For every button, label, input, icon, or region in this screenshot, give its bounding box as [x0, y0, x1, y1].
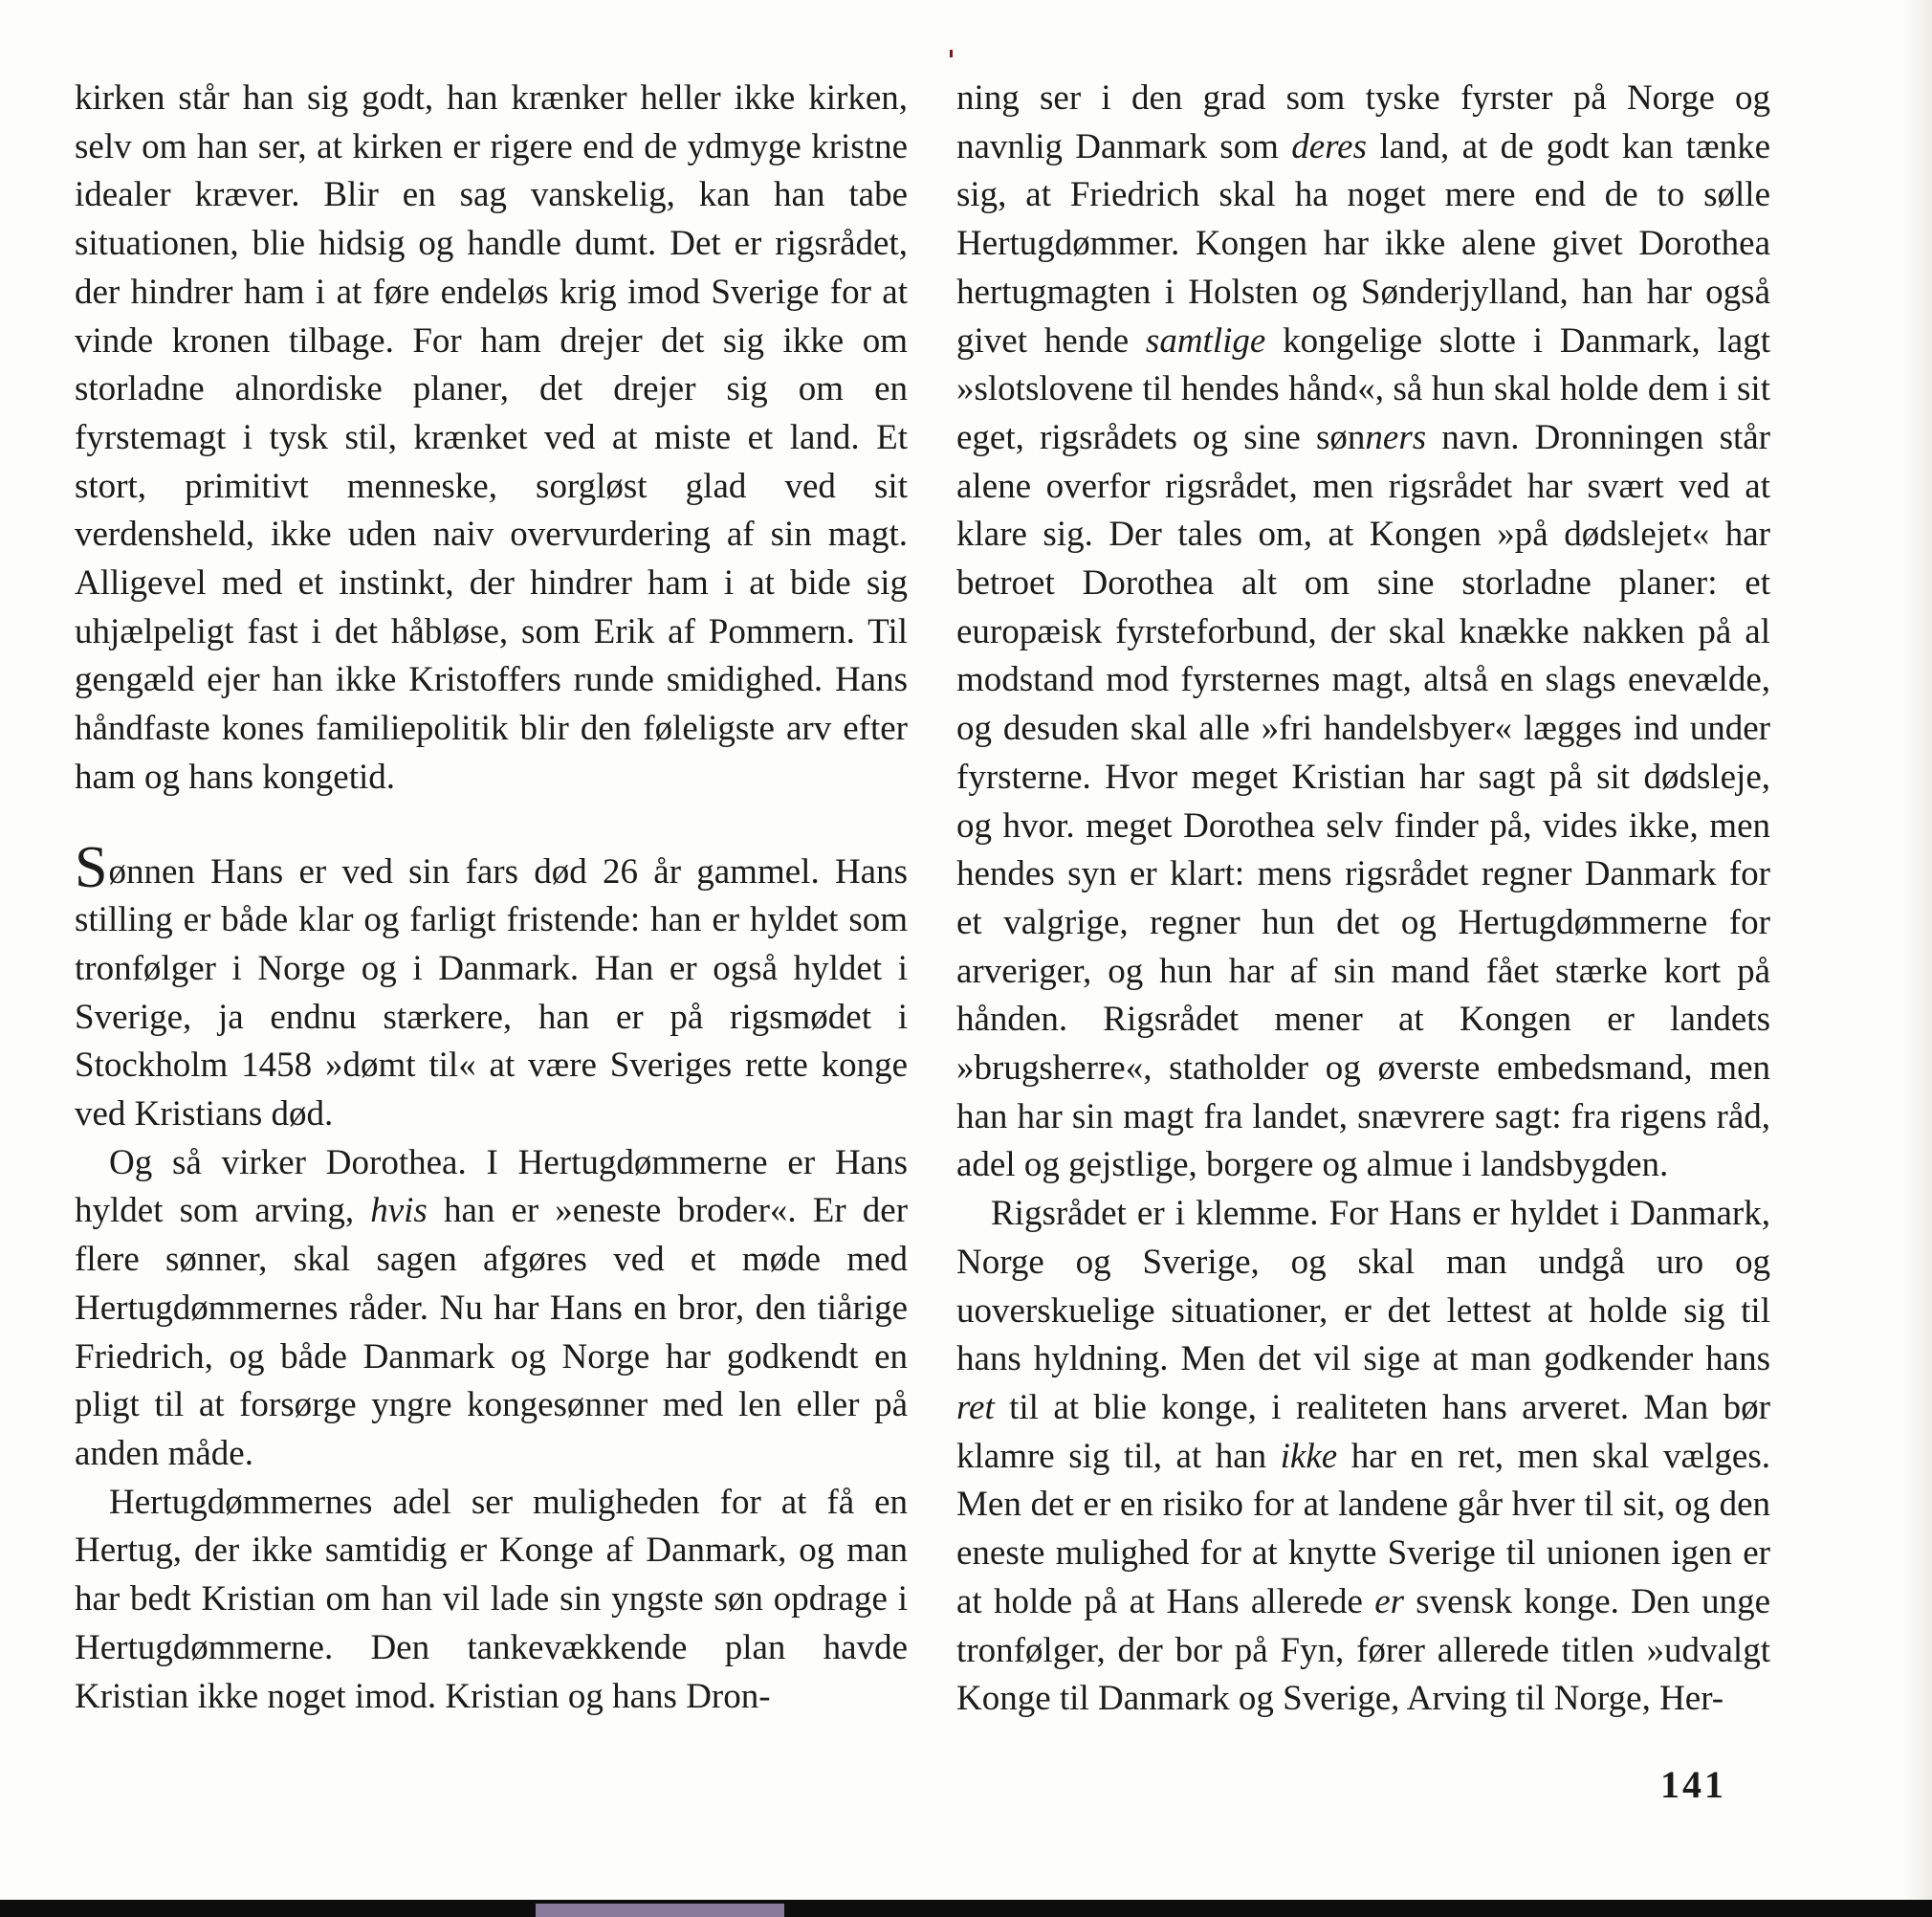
scan-bottom-edge: [0, 1900, 1932, 1917]
paragraph-right-1: [956, 75, 1770, 1190]
emphasis-text: ikke: [1280, 1436, 1338, 1476]
page-edge-shadow: [1903, 0, 1932, 1917]
paragraph-text: navn. Dronningen står alene overfor rigsrådet, men rigsrådet har svært ved at klare sig. Der tales om, at Kongen »på dødslejet« har betroet Dorothea alt om sine storladne planer: et europæisk fyrsteforbund, der skal knække nakken på al modstand mod fyrsternes magt, altså en slags enevælde, og desuden skal alle »fri handelsbyer« lægges ind under fyrsterne. Hvor meget Kristian har sagt på sit dødsleje, og hvor. meget Dorothea selv finder på, vides ikke, men hendes syn er klart: mens rigsrådet regner Danmark for et valgrige, regner hun det og Hertugdømmerne for arveriger, og hun har af sin mand fået stærke kort på hånden. Rigsrådet mener at Kongen er landets »brugsherre«, statholder og øverste embedsmand, men han har sin magt fra landet, snævrere sagt: fra rigens råd, adel og gejstlige, borgere og almue i landsbygden.: [956, 417, 1770, 1185]
paragraph-text: har en ret, men skal vælges. Men det er en risiko for at landene går hver til sit, og den eneste mulighed for at knytte Sverige til unionen igen er at holde på at Hans allerede: [956, 1436, 1770, 1621]
paragraph-text: han er »eneste broder«. Er der flere sønner, skal sagen afgøres ved et møde med Hertugdømmernes råder. Nu har Hans en bror, den tiårige Friedrich, og både Danmark og Norge har godkendt en pligt til at forsørge yngre kongesønner med len eller på anden måde.: [75, 1191, 909, 1473]
paragraph-left-4: Hertugdømmernes adel ser muligheden for at få en Hertug, der ikke samtidig er Konge af Danmark, og man har bedt Kristian om han vil lade sin yngste søn opdrage i Hertugdømmerne. Den tankevækkende plan havde Kristian ikke noget imod. Kristian og hans Dron-: [75, 1482, 908, 1716]
paragraph-text: kongelige slotte i Danmark, lagt »slotslovene til hendes hånd«, så hun skal holde dem i sit eget, rigsrådets og sine søn: [956, 320, 1771, 457]
emphasis-text: hvis: [370, 1191, 428, 1231]
emphasis-text: ners: [1365, 417, 1427, 457]
paragraph-text: Rigsrådet er i klemme. For Hans er hyldet i Danmark, Norge og Sverige, og skal man undgå uro og uoverskuelige situationer, er det lettest at holde sig til hans hyldning. Men det vil sige at man godkender hans: [956, 1194, 1770, 1379]
emphasis-text: samtlige: [1145, 320, 1266, 361]
left-column: [75, 75, 908, 1721]
paragraph-left-2-text: ønnen Hans er ved sin fars død 26 år gammel. Hans stilling er både klar og farligt fristende: han er hyldet som tronfølger i Norge og i Danmark. Han er også hyldet i Sverige, ja endnu stærkere, han er på rigsmødet i Stockholm 1458 »dømt til« at være Sveriges rette konge ved Kristians død.: [75, 851, 908, 1135]
paragraph-text: land, at de godt kan tænke sig, at Friedrich skal ha noget mere end de to sølle Hertugdømmer. Kongen har ikke alene givet Dorothea hertugmagten i Holsten og Sønderjylland, han har også givet hende: [956, 126, 1770, 361]
emphasis-text: er: [1374, 1581, 1405, 1621]
paragraph-right-2: [956, 1190, 1770, 1724]
paragraph-left-3: [75, 1139, 908, 1479]
paragraph-left-1: kirken står han sig godt, han krænker heller ikke kirken, selv om han ser, at kirken er rigere end de ydmyge kristne idealer kræver. Blir en sag vanskelig, kan han tabe situationen, blie hidsig og handle dumt. Det er rigsrådet, der hindrer ham i at føre endeløs krig imod Sverige for at vinde kronen tilbage. For ham drejer det sig ikke om storladne alnordiske planer, det drejer sig om en fyrstemagt i tysk stil, krænket ved at miste et land. Et stort, primitivt menneske, sorgløst glad ved sit verdensheld, ikke uden naiv overvurdering af sin magt. Alligevel med et instinkt, der hindrer ham i at bide sig uhjælpeligt fast i det håbløse, som Erik af Pommern. Til gengæld ejer han ikke Kristoffers runde smidighed. Hans håndfaste kones familiepolitik blir den føleligste arv efter ham og hans kongetid.: [75, 78, 908, 797]
right-column: [956, 75, 1770, 1724]
emphasis-text: ret: [956, 1387, 995, 1427]
margin-mark: [950, 50, 953, 57]
paragraph-text: svensk konge. Den unge tronfølger, der bor på Fyn, fører allerede titlen »udvalgt Konge til Danmark og Sverige, Arving til Norge, Her-: [956, 1581, 1770, 1719]
paragraph-left-2: [75, 834, 908, 1139]
drop-cap: S: [75, 834, 108, 900]
page-number: 141: [1660, 1763, 1726, 1806]
paragraph-text: til at blie konge, i realiteten hans arveret. Man bør klamre sig til, at han: [956, 1387, 1770, 1476]
scan-edge-accent: [536, 1904, 784, 1917]
paragraph-text: Og så virker Dorothea. I Hertugdømmerne er Hans hyldet som arving,: [75, 1142, 908, 1231]
emphasis-text: deres: [1291, 126, 1368, 166]
paragraph-text: ning ser i den grad som tyske fyrster på Norge og navnlig Danmark som: [956, 78, 1770, 166]
